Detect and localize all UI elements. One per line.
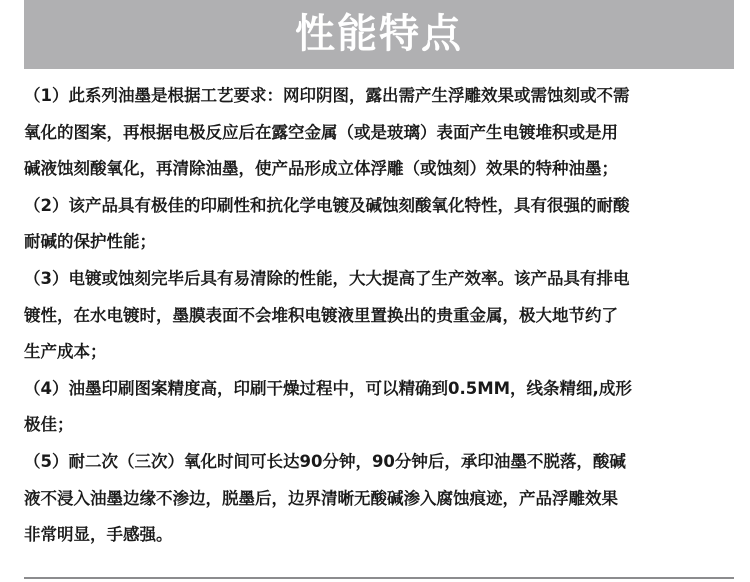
text-line: 碱液蚀刻酸氧化，再清除油墨，使产品形成立体浮雕（或蚀刻）效果的特种油墨； (24, 159, 618, 179)
text-line: （2）该产品具有极佳的印刷性和抗化学电镀及碱蚀刻酸氧化特性，具有很强的耐酸 (24, 195, 630, 215)
text-line: 极佳； (24, 415, 74, 435)
header-banner (24, 0, 734, 69)
bottom-divider (24, 577, 734, 579)
text-line: 液不浸入油墨边缘不渗边，脱墨后，边界清晰无酸碱渗入腐蚀痕迹，产品浮雕效果 (24, 488, 618, 508)
text-line: 耐碱的保护性能； (24, 232, 156, 252)
text-line: （5）耐二次（三次）氧化时间可长达90分钟，90分钟后，承印油墨不脱落，酸碱 (24, 451, 626, 471)
text-line: （1）此系列油墨是根据工艺要求：网印阴图，露出需产生浮雕效果或需蚀刻或不需 (24, 86, 630, 105)
text-line: 生产成本； (24, 342, 107, 362)
text-line: （3）电镀或蚀刻完毕后具有易清除的性能，大大提高了生产效率。该产品具有排电 (24, 268, 630, 288)
page-title: 性能特点 (295, 10, 463, 57)
text-line: 氧化的图案，再根据电极反应后在露空金属（或是玻璃）表面产生电镀堆积或是用 (24, 122, 618, 142)
text-line: （4）油墨印刷图案精度高，印刷干燥过程中，可以精确到0.5MM，线条精细,成形 (24, 378, 632, 398)
text-line: 镀性，在水电镀时，墨膜表面不会堆积电镀液里置换出的贵重金属，极大地节约了 (24, 305, 618, 325)
feature-description (24, 78, 729, 554)
text-line: 非常明显，手感强。 (24, 525, 173, 545)
